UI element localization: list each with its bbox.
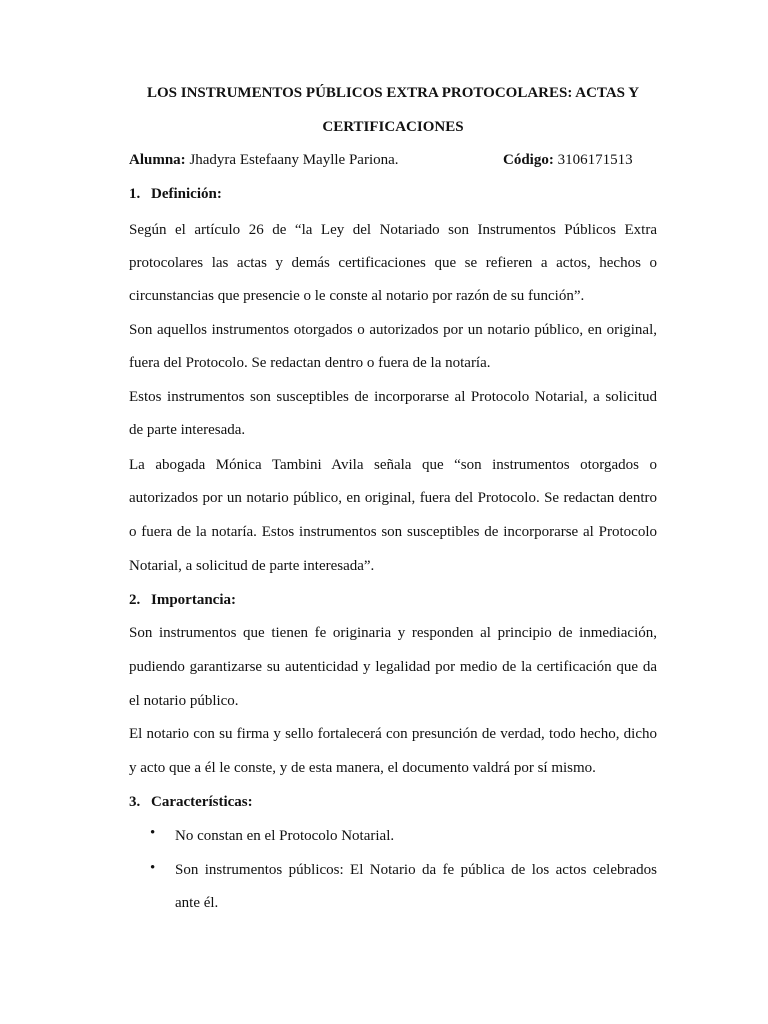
section-1-number: 1. — [129, 186, 141, 202]
section-2-line: y acto que a él le conste, y de esta manera, el documento valdrá por sí mismo. — [129, 760, 596, 776]
student-name: Jhadyra Estefaany Maylle Pariona. — [185, 152, 399, 168]
section-2-line: el notario público. — [129, 693, 239, 709]
student-code: 3106171513 — [553, 152, 633, 168]
section-2-heading — [129, 590, 657, 610]
section-1-line: Notarial, a solicitud de parte interesada”. — [129, 558, 375, 574]
section-1-line: de parte interesada. — [129, 422, 246, 438]
section-1-line: Según el artículo 26 de “la Ley del Notariado son Instrumentos Públicos Extra — [129, 222, 657, 238]
bullet-item-line: Son instrumentos públicos: El Notario da fe pública de los actos celebrados — [175, 862, 657, 878]
section-1-title: Definición: — [151, 186, 222, 202]
code-label: Código: — [503, 152, 554, 168]
section-1-line: autorizados por un notario público, en original, fuera del Protocolo. Se redactan dentro — [129, 490, 657, 506]
section-2-line: El notario con su firma y sello fortalecerá con presunción de verdad, todo hecho, dicho — [129, 726, 657, 742]
section-1-line: Estos instrumentos son susceptibles de incorporarse al Protocolo Notarial, a solicitud — [129, 389, 657, 405]
section-1-heading — [129, 184, 657, 204]
document-title-line-2: CERTIFICACIONES — [322, 119, 464, 135]
document-title-line-1: LOS INSTRUMENTOS PÚBLICOS EXTRA PROTOCOLARES: ACTAS Y — [146, 85, 640, 101]
section-1-line: La abogada Mónica Tambini Avila señala que “son instrumentos otorgados o — [129, 457, 657, 473]
bullet-item-line: ante él. — [175, 895, 219, 911]
section-3-number: 3. — [129, 794, 141, 810]
section-2-number: 2. — [129, 592, 141, 608]
section-1-line: Son aquellos instrumentos otorgados o autorizados por un notario público, en original, — [129, 322, 657, 338]
section-1-line: protocolares las actas y demás certificaciones que se refieren a actos, hechos o — [129, 255, 657, 271]
student-info — [129, 150, 657, 170]
bullet-icon: • — [150, 860, 156, 876]
section-1-line: fuera del Protocolo. Se redactan dentro o fuera de la notaría. — [129, 355, 491, 371]
section-2-line: pudiendo garantizarse su autenticidad y legalidad por medio de la certificación que da — [129, 659, 657, 675]
section-2-line: Son instrumentos que tienen fe originaria y responden al principio de inmediación, — [129, 625, 657, 641]
section-3-title: Características: — [151, 794, 253, 810]
section-1-line: o fuera de la notaría. Estos instrumentos son susceptibles de incorporarse al Protocolo — [129, 524, 657, 540]
student-label: Alumna: — [129, 152, 186, 168]
student-code-block — [503, 150, 633, 170]
section-2-title: Importancia: — [151, 592, 236, 608]
section-3-heading — [129, 792, 657, 812]
section-1-line: circunstancias que presencie o le conste al notario por razón de su función”. — [129, 288, 585, 304]
bullet-icon: • — [150, 825, 156, 841]
bullet-item-line: No constan en el Protocolo Notarial. — [175, 828, 395, 844]
